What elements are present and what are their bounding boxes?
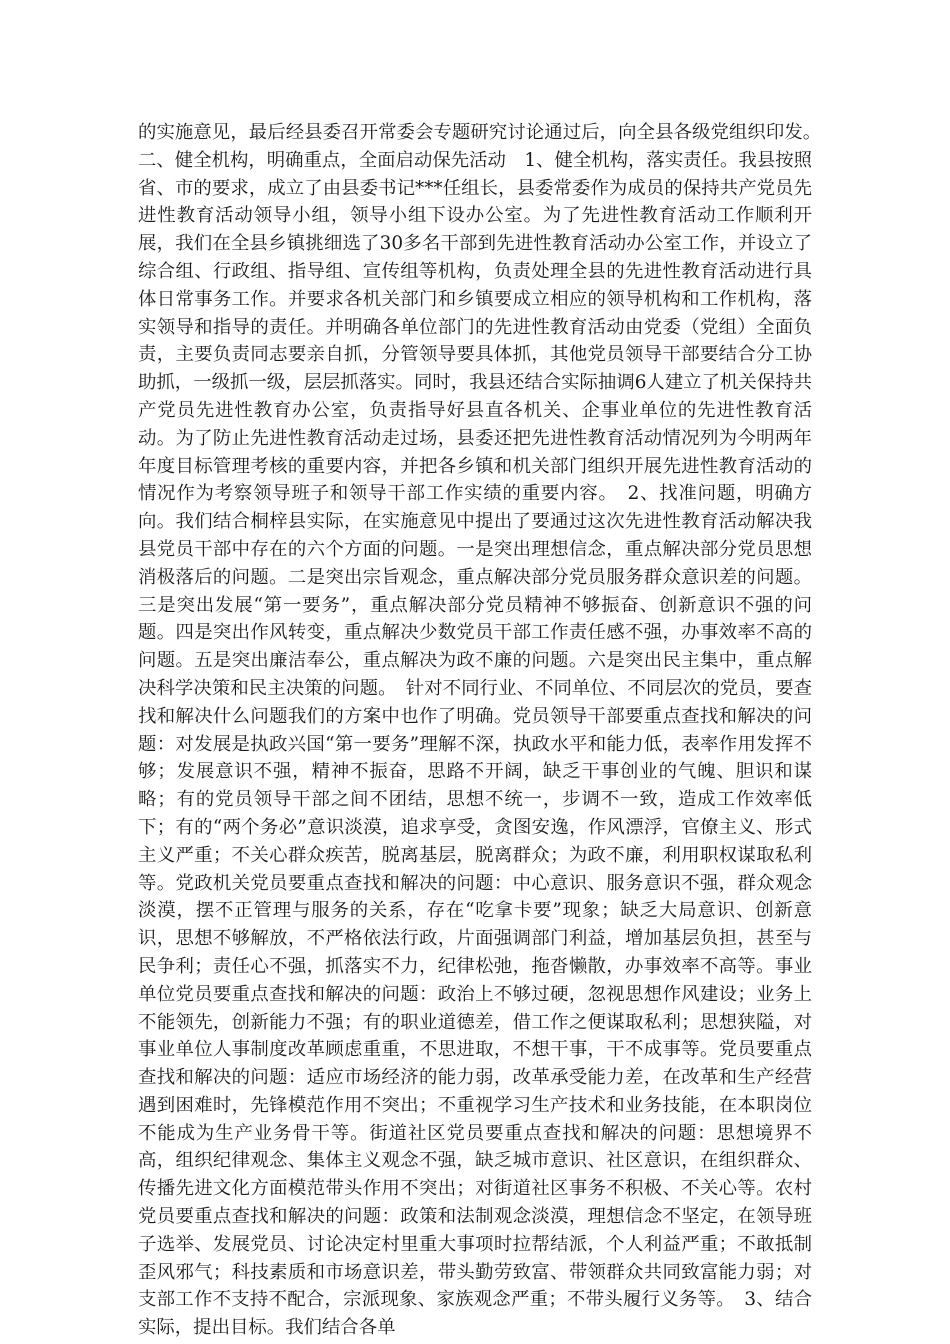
- body-paragraph: 的实施意见，最后经县委召开常委会专题研究讨论通过后，向全县各级党组织印发。 二、健全机构，明确重点，全面启动保先活动 1、健全机构，落实责任。我县按照省、市的要求，成立了由县委书记***任组长，县委常委作为成员的保持共产党员先进性教育活动领导小组，领导小组下设办公室。为了先进性教育活动工作顺利开展，我们在全县乡镇挑细选了30多名干部到先进性教育活动办公室工作，并设立了综合组、行政组、指导组、宣传组等机构，负责处理全县的先进性教育活动进行具体日常事务工作。并要求各机关部门和乡镇要成立相应的领导机构和工作机构，落实领导和指导的责任。并明确各单位部门的先进性教育活动由党委（党组）全面负责，主要负责同志要亲自抓，分管领导要具体抓，其他党员领导干部要结合分工协助抓，一级抓一级，层层抓落实。同时，我县还结合实际抽调6人建立了机关保持共产党员先进性教育办公室，负责指导好县直各机关、企事业单位的先进性教育活动。为了防止先进性教育活动走过场，县委还把先进性教育活动情况列为今明两年年度目标管理考核的重要内容，并把各乡镇和机关部门组织开展先进性教育活动的情况作为考察领导班子和领导干部工作实绩的重要内容。 2、找准问题，明确方向。我们结合桐梓县实际，在实施意见中提出了要通过这次先进性教育活动解决我县党员干部中存在的六个方面的问题。一是突出理想信念，重点解决部分党员思想消极落后的问题。二是突出宗旨观念，重点解决部分党员服务群众意识差的问题。三是突出发展“第一要务”，重点解决部分党员精神不够振奋、创新意识不强的问题。四是突出作风转变，重点解决少数党员干部工作责任感不强，办事效率不高的问题。五是突出廉洁奉公，重点解决为政不廉的问题。六是突出民主集中，重点解决科学决策和民主决策的问题。 针对不同行业、不同单位、不同层次的党员，要查找和解决什么问题我们的方案中也作了明确。党员领导干部要重点查找和解决的问题：对发展是执政兴国“第一要务”理解不深，执政水平和能力低，表率作用发挥不够；发展意识不强，精神不振奋，思路不开阔，缺乏干事创业的气魄、胆识和谋略；有的党员领导干部之间不团结，思想不统一，步调不一致，造成工作效率低下；有的“两个务必”意识淡漠，追求享受，贪图安逸，作风漂浮，官僚主义、形式主义严重；不关心群众疾苦，脱离基层，脱离群众；为政不廉，利用职权谋取私利等。党政机关党员要重点查找和解决的问题：中心意识、服务意识不强，群众观念淡漠，摆不正管理与服务的关系，存在“吃拿卡要”现象；缺乏大局意识、创新意识，思想不够解放，不严格依法行政，片面强调部门利益，增加基层负担，甚至与民争利；责任心不强，抓落实不力，纪律松弛，拖沓懒散，办事效率不高等。事业单位党员要重点查找和解决的问题：政治上不够过硬，忽视思想作风建设；业务上不能领先，创新能力不强；有的职业道德差，借工作之便谋取私利；思想狭隘，对事业单位人事制度改革顾虑重重，不思进取，不想干事，干不成事等。党员要重点查找和解决的问题：适应市场经济的能力弱，改革承受能力差，在改革和生产经营遇到困难时，先锋模范作用不突出；不重视学习生产技术和业务技能，在本职岗位不能成为生产业务骨干等。街道社区党员要重点查找和解决的问题：思想境界不高，组织纪律观念、集体主义观念不强，缺乏城市意识、社区意识，在组织群众、传播先进文化方面模范带头作用不突出；对街道社区事务不积极、不关心等。农村党员要重点查找和解决的问题：政策和法制观念淡漠，理想信念不坚定，在领导班子选举、发展党员、讨论决定村里重大事项时拉帮结派，个人利益严重；不敢抵制歪风邪气；科技素质和市场意识差，带头勤劳致富、带领群众共同致富能力弱；对支部工作不支持不配合，宗派现象、家族观念严重；不带头履行义务等。 3、结合实际，提出目标。我们结合各单: [138, 122, 831, 1339]
